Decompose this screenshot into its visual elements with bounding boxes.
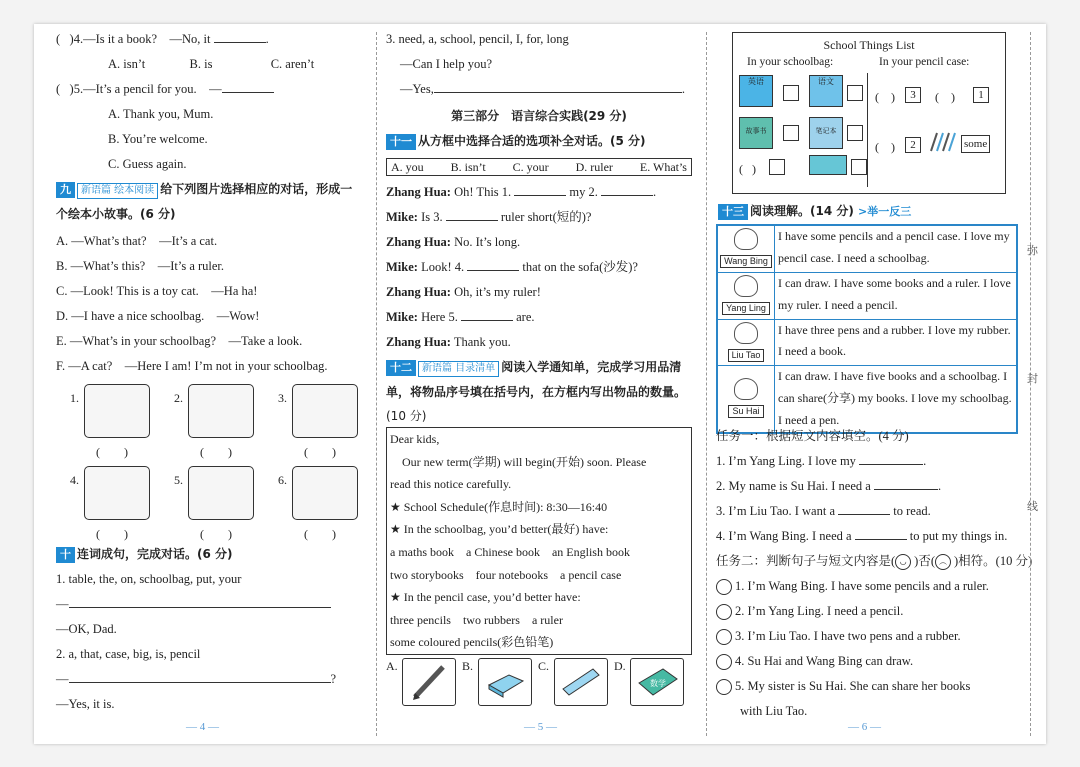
storybook-icon: 故事书 (739, 117, 773, 149)
avatar (734, 275, 758, 297)
dialog-d: D. —I have a nice schoolbag. —Wow! (56, 309, 260, 323)
school-things-list: School Things List In your schoolbag: In your pencil case: 英语 语文 故事书 笔记本 ( ) ( ) 3 ( ) 1 ( ) 2 some (732, 32, 1006, 194)
answer-blank[interactable] (601, 181, 653, 196)
avatar (734, 378, 758, 400)
chinese-book-icon: 语文 (809, 75, 843, 107)
pencil-case-items: ( ) 3 ( ) 1 ( ) 2 some (875, 85, 1001, 185)
answer-blank[interactable] (874, 475, 938, 490)
answer-blank[interactable] (838, 500, 890, 515)
section-10-title: 十 连词成句，完成对话。(6 分) (56, 542, 364, 567)
judge-4: 4. Su Hai and Wang Bing can draw. (716, 649, 1016, 674)
sentence-2-words: 2. a, that, case, big, is, pencil (56, 647, 201, 661)
maths-book-picture (630, 658, 684, 706)
option-box: A. you B. isn’t C. your D. ruler E. What’s (386, 158, 692, 176)
section-tag: 新语篇 绘本阅读 (77, 183, 158, 199)
story-picture-1 (84, 384, 150, 438)
worksheet-sheet (34, 24, 1046, 744)
seal-char: 弥 (1027, 245, 1038, 257)
story-picture-2 (188, 384, 254, 438)
rubber-picture (478, 658, 532, 706)
avatar (734, 322, 758, 344)
page-number: — 6 — (848, 721, 881, 733)
section-number-badge: 九 (56, 182, 75, 198)
ruler-picture (554, 658, 608, 706)
section-13-title: 十三 阅读理解。(14 分) >举一反三 (718, 201, 911, 222)
dialog-line-7: Zhang Hua: Thank you. (386, 335, 511, 349)
count-box: 2 (905, 137, 921, 153)
dialog-b: B. —What’s this? —It’s a ruler. (56, 259, 225, 273)
count-box[interactable] (769, 159, 785, 175)
judge-5: 5. My sister is Su Hai. She can share her books (716, 674, 1016, 699)
story-picture-6 (292, 466, 358, 520)
page-5-column: 3. need, a, school, pencil, I, for, long —Can I help you? —Yes, . 第三部分 语言综合实践(29 分) 十一 从方框中选择合适的选项补全对话。(5 分) A. you B. isn’t C. your D. ruler E. What’s Zhang Hua: Oh! This 1. my 2. . Mike: Is 3. ruler short(短的)? Zhang Hua: No. It’s long. Mike: Look! 4. that on the sofa(沙发)? Zhang Hua: Oh, it’s my ruler! Mike: Here 5. are. Zhang Hua: Thank you. 十二 新语篇 目录清单 阅读入学通知单，完成学习用品清 单，将物品序号填在括号内，在方框内写出物品的数量。 (10 分) Dear kids, Our new term(学期) will begin(开始) soon. Please read this notice carefully. ★ School Schedule(作息时间): 8:30—16:40 ★ In the schoolbag, you’d better(最好) have: a maths book a Chinese book an English book two storybooks four notebooks a pencil case ★ In the pencil case, you’d better have: three pencils two rubbers a ruler some coloured pencils(彩色铅笔) A. B. C. D. 数学 — 5 — (386, 24, 692, 744)
count-box[interactable] (847, 125, 863, 141)
liu-tao-avatar: Liu Tao (717, 319, 775, 366)
coloured-pencils-icon (927, 131, 957, 153)
pencil-case-icon (809, 155, 847, 175)
page-divider (706, 32, 707, 736)
page-divider (376, 32, 377, 736)
part-3-heading: 第三部分 语言综合实践(29 分) (451, 109, 627, 123)
dialog-line-5: Zhang Hua: Oh, it’s my ruler! (386, 285, 541, 299)
section-12-title: 十二 新语篇 目录清单 阅读入学通知单，完成学习用品清 (386, 355, 692, 380)
dialog-line-4: Mike: Look! 4. that on the sofa(沙发)? (386, 255, 692, 280)
answer-line[interactable] (434, 78, 682, 93)
page-6-column (716, 24, 1033, 744)
answer-blank[interactable] (446, 206, 498, 221)
answer-blank[interactable] (514, 181, 566, 196)
avatar (734, 228, 758, 250)
sentence-1-answer: — (56, 592, 364, 617)
related-link[interactable]: >举一反三 (858, 205, 912, 218)
svg-text:数学: 数学 (650, 679, 666, 688)
q5-option-a: A. Thank you, Mum. (108, 107, 214, 121)
dialog-line-3: Zhang Hua: No. It’s long. (386, 235, 521, 249)
table-row: Liu Tao I have three pens and a rubber. I love my rubber. I need a book. (717, 319, 1017, 366)
answer-face-icon[interactable] (716, 629, 732, 645)
answer-face-icon[interactable] (716, 579, 732, 595)
answer-blank[interactable] (859, 450, 923, 465)
story-picture-4 (84, 466, 150, 520)
judge-5-cont: with Liu Tao. (740, 704, 808, 718)
sentence-3-answer: —Yes, . (386, 77, 692, 102)
sentence-1-response: —OK, Dad. (56, 622, 117, 636)
answer-blank[interactable] (855, 525, 907, 540)
q4-row: ( )4.—Is it a book? —No, it . (56, 27, 364, 52)
school-notice: Dear kids, Our new term(学期) will begin(开始) soon. Please read this notice carefully. ★ School Schedule(作息时间): 8:30—16:40 ★ In the schoolbag, you’d better(最好) have: a maths book a Chinese book an English book two storybooks four notebooks a pencil case ★ In the pencil case, you’d better have: three pencils two rubbers a ruler some coloured pencils(彩色铅笔) (386, 427, 692, 655)
judge-2: 2. I’m Yang Ling. I need a pencil. (716, 599, 1016, 624)
dialog-line-1: Zhang Hua: Oh! This 1. my 2. . (386, 180, 692, 205)
judge-1: 1. I’m Wang Bing. I have some pencils and a ruler. (716, 574, 1016, 599)
judge-3: 3. I’m Liu Tao. I have two pens and a rubber. (716, 624, 1016, 649)
reading-table (716, 224, 1018, 434)
dialog-line-2: Mike: Is 3. ruler short(短的)? (386, 205, 692, 230)
section-11-title: 十一 从方框中选择合适的选项补全对话。(5 分) (386, 129, 692, 154)
count-box[interactable] (847, 85, 863, 101)
ruler-icon (555, 659, 607, 705)
list-title: School Things List (823, 38, 915, 52)
answer-line[interactable] (69, 593, 331, 608)
q5-row: ( )5.—It’s a pencil for you. — (56, 77, 364, 102)
count-box: 3 (905, 87, 921, 103)
table-row: Wang Bing I have some pencils and a pencil case. I love my pencil case. I need a schoolbag. (717, 225, 1017, 272)
answer-face-icon[interactable] (716, 604, 732, 620)
sentence-2-answer: — ? (56, 667, 364, 692)
task-1-title: 任务一：根据短文内容填空。(4 分) (716, 429, 909, 443)
notebook-icon: 笔记本 (809, 117, 843, 149)
fill-4: 4. I’m Wang Bing. I need a to put my things in. (716, 524, 1016, 549)
page-number: — 5 — (524, 721, 557, 733)
sentence-1-words: 1. table, the, on, schoolbag, put, your (56, 572, 242, 586)
sentence-2-response: —Yes, it is. (56, 697, 115, 711)
book-icon (631, 659, 683, 705)
answer-blank[interactable] (461, 306, 513, 321)
answer-face-icon[interactable] (716, 654, 732, 670)
seal-char: 封 (1027, 373, 1038, 385)
story-picture-5 (188, 466, 254, 520)
page-number: — 4 — (186, 721, 219, 733)
count-box[interactable] (851, 159, 867, 175)
sad-face-icon: ︵ (935, 554, 951, 570)
picture-grid: 1. ( ) 2. ( ) 3. ( ) 4. ( ) 5. ( ) 6. ( ) (66, 380, 356, 540)
seal-char: 线 (1027, 501, 1038, 513)
answer-line[interactable] (69, 668, 331, 683)
pencil-icon (403, 659, 455, 705)
q5-option-c: C. Guess again. (108, 157, 187, 171)
sentence-3-words: 3. need, a, school, pencil, I, for, long (386, 32, 569, 46)
english-book-icon: 英语 (739, 75, 773, 107)
fill-3: 3. I’m Liu Tao. I want a to read. (716, 499, 1016, 524)
table-row: Su Hai I can draw. I have five books and a schoolbag. I can share(分享) my books. I love my schoolbag. I need a pen. (717, 366, 1017, 433)
count-box: 1 (973, 87, 989, 103)
schoolbag-items: 英语 语文 故事书 笔记本 ( ) (739, 75, 863, 187)
page-4-column (56, 24, 364, 744)
answer-blank[interactable] (214, 28, 266, 43)
dialog-f: F. —A cat? —Here I am! I’m not in your schoolbag. (56, 359, 328, 373)
section-9-title: 九 新语篇 绘本阅读 给下列图片选择相应的对话，形成一个绘本小故事。(6 分) (56, 182, 353, 221)
table-row: Yang Ling I can draw. I have some books and a ruler. I love my ruler. I need a pencil. (717, 272, 1017, 319)
answer-blank[interactable] (467, 256, 519, 271)
answer-blank[interactable] (222, 78, 274, 93)
count-box[interactable] (783, 125, 799, 141)
yang-ling-avatar: Yang Ling (717, 272, 775, 319)
su-hai-avatar: Su Hai (717, 366, 775, 433)
task-2-title: 任务二：判断句子与短文内容是( ◡ )否( ︵ )相符。(10 分) (716, 549, 1016, 574)
dialog-c: C. —Look! This is a toy cat. —Ha ha! (56, 284, 258, 298)
fill-2: 2. My name is Su Hai. I need a . (716, 474, 1016, 499)
smile-face-icon: ◡ (895, 554, 911, 570)
wang-bing-avatar: Wang Bing (717, 225, 775, 272)
answer-face-icon[interactable] (716, 679, 732, 695)
some-box: some (961, 135, 990, 153)
item-choices: A. B. C. D. 数学 (386, 654, 692, 712)
count-box[interactable] (783, 85, 799, 101)
dialog-a: A. —What’s that? —It’s a cat. (56, 234, 218, 248)
story-picture-3 (292, 384, 358, 438)
sentence-3-question: —Can I help you? (400, 57, 492, 71)
q5-option-b: B. You’re welcome. (108, 132, 208, 146)
fill-1: 1. I’m Yang Ling. I love my . (716, 449, 1016, 474)
q4-options: A. isn’t B. is C. aren’t (108, 57, 315, 71)
dialog-e: E. —What’s in your schoolbag? —Take a look. (56, 334, 303, 348)
rubber-icon (479, 659, 531, 705)
dialog-line-6: Mike: Here 5. are. (386, 305, 692, 330)
pencil-picture (402, 658, 456, 706)
